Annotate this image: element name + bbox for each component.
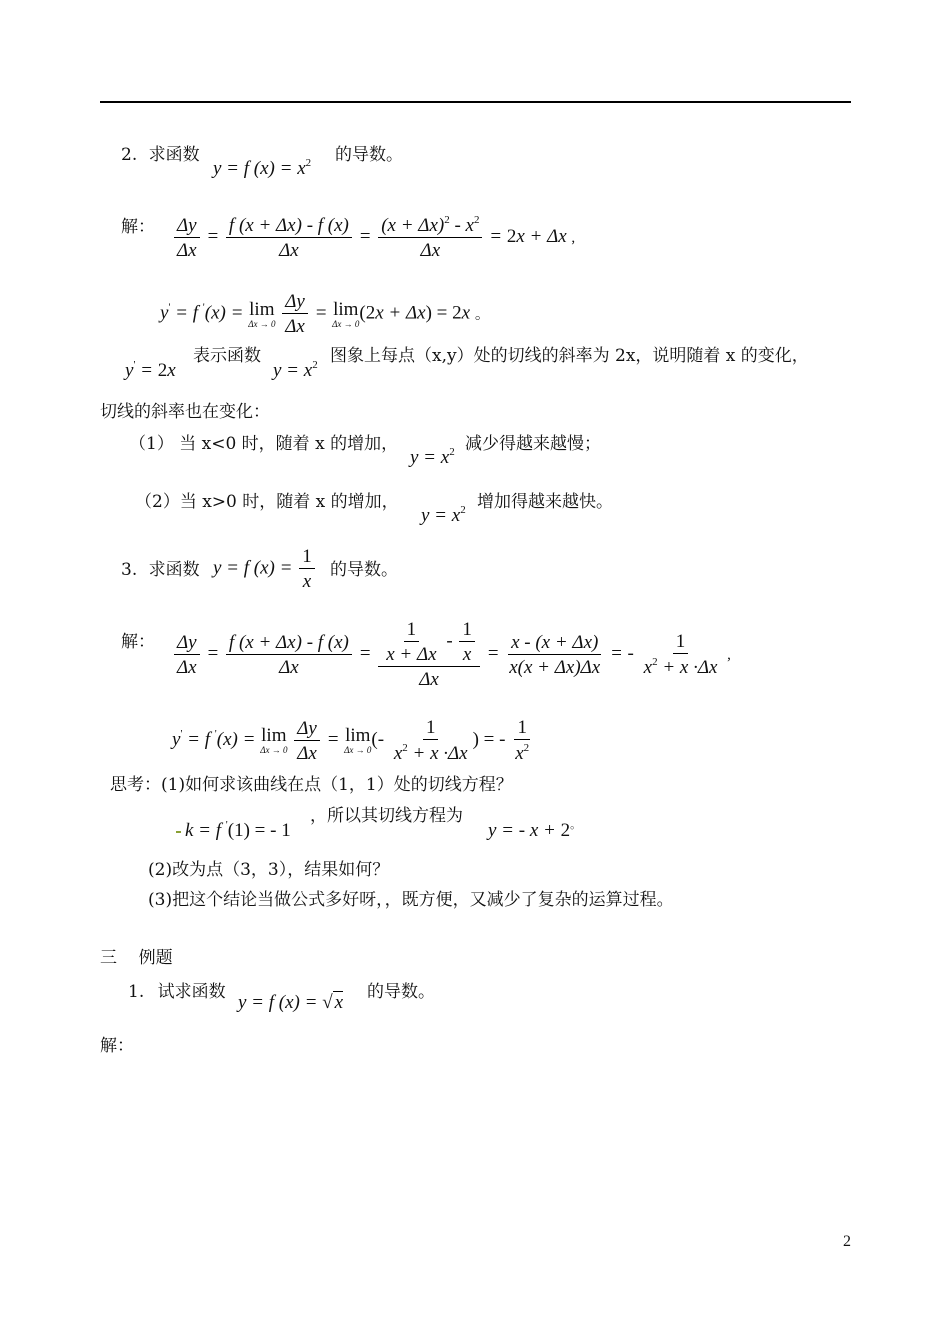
problem-2-function: y = f $(x) = x^2$	[213, 157, 312, 179]
case-1-suffix: 减少得越来越慢；	[465, 434, 601, 454]
problem-2-intro: 求函数	[148, 145, 200, 165]
problem-3-difference-quotient: $\frac{\Delta y}{\Delta x}$ = $\frac{f (x + \Delta x) - f (x)}{\Delta x}$ = $\frac{1}{x + \Delta x}$ - $\frac{1}{x}$ Δx = $\frac{x - (x + \Delta x)}{x(x + \Delta x)\Delta x}$ = - $\frac{1}{x^2 + x \cdot\Delta x}$ ,	[172, 620, 731, 689]
header-rule	[100, 101, 851, 103]
example-1-suffix: 的导数。	[367, 982, 435, 1002]
problem-2-difference-quotient: $\frac{\Delta y}{\Delta x}$ = $\frac{f (x + \Delta x) - f (x)}{\Delta x}$ = $\frac{(x + \Delta x)^2 - x^2}{\Delta x}$ = 2x + Δx ,	[172, 215, 575, 260]
think-question-1: (1)如何求该曲线在点（1，1）处的切线方程？	[161, 775, 513, 795]
case-2-suffix: 增加得越来越快。	[477, 492, 613, 512]
interpret-line2: 切线的斜率也在变化：	[100, 402, 270, 422]
section-3-heading: 三 例题	[100, 948, 173, 968]
problem-2-solution-label: 解：	[121, 217, 155, 237]
interpret-text: 表示函数	[193, 346, 261, 366]
interpret-function: $y = x^2$	[273, 359, 318, 381]
problem-2-derivative-limit: y' = f '(x) = lim Δx → 0 $\frac{\Delta y}{\Delta x}$ = lim Δx → 0 (2x + Δx) = 2x 。	[160, 291, 490, 337]
think-line	[110, 777, 513, 794]
tangent-text: ，所以其切线方程为	[310, 806, 463, 826]
case-1-function: $y = x^2$	[410, 446, 455, 468]
case-2-text: （2）当 x>0 时，随着 x 的增加，	[135, 492, 399, 512]
problem-3-suffix: 的导数。	[330, 560, 398, 580]
page-number: 2	[843, 1233, 851, 1250]
example-1-statement	[128, 984, 226, 1001]
tangent-equation: y = - x + 2。	[488, 819, 582, 841]
case-2-function: $y = x^2$	[421, 504, 466, 526]
example-1-number: 1.	[128, 982, 145, 1002]
interpret-tail: 图象上每点（x,y）处的切线的斜率为 2x，说明随着 x 的变化，	[330, 346, 809, 366]
example-1-intro: 试求函数	[157, 982, 226, 1002]
example-1-function: y = f (x) = √ x	[238, 992, 344, 1013]
problem-3-solution-label: 解：	[121, 632, 155, 652]
think-label: 思考：	[110, 775, 161, 795]
think-question-3: (3)把这个结论当做公式多好呀，，既方便，又减少了复杂的运算过程。	[148, 890, 674, 910]
example-1-solution-label: 解：	[100, 1036, 134, 1056]
problem-3-statement	[121, 562, 200, 579]
problem-3-function: y = f (x) = $\frac{1}{x}$	[213, 547, 317, 591]
problem-2-statement	[121, 147, 200, 164]
derivative-2x: y' = 2x	[125, 359, 176, 381]
problem-3-number: 3.	[121, 560, 138, 580]
case-1-text: （1） 当 x<0 时，随着 x 的增加，	[129, 434, 399, 454]
problem-2-number: 2.	[121, 145, 138, 165]
problem-2-suffix: 的导数。	[335, 145, 403, 165]
problem-3-intro: 求函数	[148, 560, 200, 580]
slope-value: k = f '(1) = - 1	[176, 820, 291, 840]
think-question-2: (2)改为点（3，3），结果如何？	[148, 860, 390, 880]
problem-3-derivative-limit: y' = f '(x) = lim Δx → 0 $\frac{\Delta y}{\Delta x}$ = lim Δx → 0 (- $\frac{1}{x^2 + x \cdot\Delta x}$ ) = - $\frac{1}{x^2}$	[172, 717, 530, 764]
